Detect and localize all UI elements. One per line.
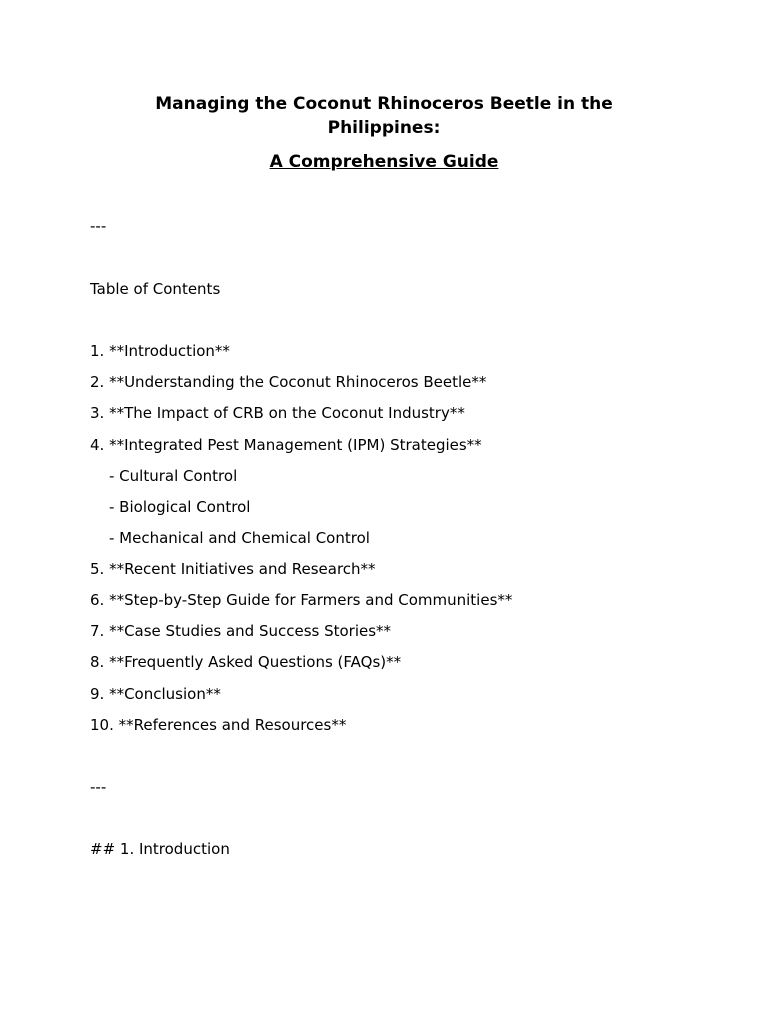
toc-item: 3. **The Impact of CRB on the Coconut Industry**: [90, 404, 465, 422]
toc-subitem: - Cultural Control: [109, 467, 238, 485]
toc-item: 5. **Recent Initiatives and Research**: [90, 560, 376, 578]
toc-item: 6. **Step-by-Step Guide for Farmers and Communities**: [90, 591, 513, 609]
toc-item: 9. **Conclusion**: [90, 685, 221, 703]
toc-item: 4. **Integrated Pest Management (IPM) Strategies**: [90, 436, 482, 454]
document-title: Managing the Coconut Rhinoceros Beetle in the Philippines:: [155, 94, 613, 138]
toc-item: 8. **Frequently Asked Questions (FAQs)**: [90, 653, 402, 671]
toc-subitem: - Biological Control: [109, 498, 251, 516]
toc-item: 10. **References and Resources**: [90, 716, 347, 734]
toc-heading: Table of Contents: [90, 280, 221, 298]
separator-line: ---: [90, 217, 107, 235]
toc-item: 2. **Understanding the Coconut Rhinoceros Beetle**: [90, 373, 487, 391]
toc-item: 1. **Introduction**: [90, 342, 230, 360]
toc-subitem: - Mechanical and Chemical Control: [109, 529, 370, 547]
document-subtitle: A Comprehensive Guide: [269, 152, 499, 172]
separator-line: ---: [90, 778, 107, 796]
section-heading: ## 1. Introduction: [90, 840, 230, 858]
toc-item: 7. **Case Studies and Success Stories**: [90, 622, 392, 640]
